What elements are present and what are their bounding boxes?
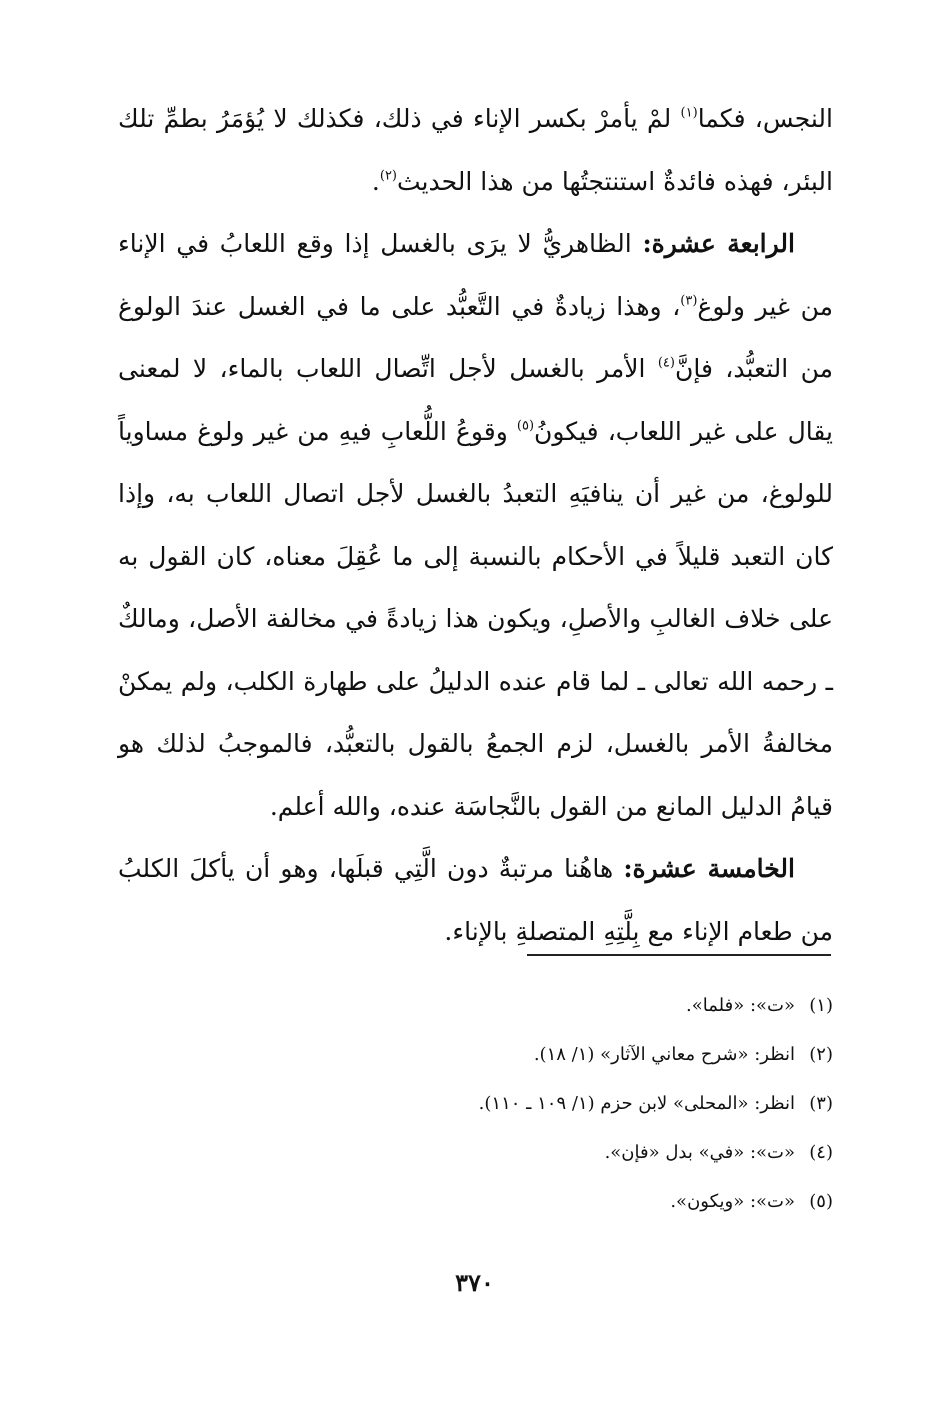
section-heading-15: الخامسة عشرة: bbox=[623, 854, 795, 883]
footnote-1 bbox=[118, 981, 833, 1030]
footnote-number: (١) bbox=[809, 995, 833, 1016]
footnote-text: «ت»: «فلما». bbox=[686, 995, 795, 1016]
text-run: هاهُنا مرتبةٌ دون الَّتِي قبلَها، وهو أن يأكلَ الكلبُ من طعام الإناء مع بِلَّتِهِ المتصلةِ بالإناء. bbox=[118, 854, 833, 946]
text-run: ، وهذا زيادةٌ في التَّعبُّد على ما في الغسل عندَ الولوغ من التعبُّد، فإنَّ bbox=[118, 291, 833, 383]
section-heading-14: الرابعة عشرة: bbox=[642, 229, 795, 258]
text-run: لمْ يأمرْ بكسر الإناء في ذلك، فكذلك لا يُؤمَرُ بطمِّ تلك البئر، فهذه فائدةٌ استنتجتُها من هذا الحديث bbox=[118, 104, 833, 196]
footnote-number: (٥) bbox=[809, 1191, 833, 1212]
main-text bbox=[118, 88, 833, 963]
footnote-number: (٣) bbox=[809, 1093, 833, 1114]
footnote-number: (٤) bbox=[809, 1142, 833, 1163]
paragraph-2 bbox=[118, 213, 833, 838]
footnote-2 bbox=[118, 1030, 833, 1079]
footnote-text: «ت»: «في» بدل «فإن». bbox=[604, 1142, 795, 1163]
footnotes bbox=[118, 981, 833, 1226]
paragraph-1 bbox=[118, 88, 833, 213]
text-run: . bbox=[371, 166, 380, 196]
footnote-text: انظر: «شرح معاني الآثار» (١/ ١٨). bbox=[533, 1044, 795, 1065]
footnote-ref-2[interactable]: (٢) bbox=[379, 168, 397, 184]
text-run: الأمر بالغسل لأجل اتِّصال اللعاب بالماء، لا لمعنى يقال على غير اللعاب، فيكونُ bbox=[118, 354, 833, 446]
footnote-text: «ت»: «ويكون». bbox=[670, 1191, 795, 1212]
footnote-text: انظر: «المحلى» لابن حزم (١/ ١٠٩ ـ ١١٠). bbox=[478, 1093, 795, 1114]
paragraph-3 bbox=[118, 838, 833, 963]
page-number: ٣٧٠ bbox=[455, 1268, 494, 1297]
footnote-separator bbox=[527, 954, 831, 956]
footnote-ref-3[interactable]: (٣) bbox=[680, 293, 698, 309]
footnote-ref-4[interactable]: (٤) bbox=[657, 355, 675, 371]
text-run: وقوعُ اللُّعابِ فيهِ من غير ولوغ مساوياً للولوغ، من غير أن ينافيَهِ التعبدُ بالغسل لأجل اتصال اللعاب به، وإذا كان التعبد قليلاً في الأحكام بالنسبة إلى ما عُقِلَ معناه، كان القول به على خلاف الغالبِ والأصلِ، ويكون هذا زيادةً في مخالفة الأصل، ومالكٌ ـ رحمه الله تعالى ـ لما قام عنده الدليلُ على طهارة الكلب، ولم يمكنْ مخالفةُ الأمر بالغسل، لزم الجمعُ بالقول بالتعبُّد، فالموجبُ لذلك هو قيامُ الدليل المانع من القول بالنَّجاسَة عنده، والله أعلم. bbox=[118, 416, 833, 821]
footnote-ref-1[interactable]: (١) bbox=[680, 105, 698, 121]
footnote-number: (٢) bbox=[809, 1044, 833, 1065]
footnote-ref-5[interactable]: (٥) bbox=[516, 418, 535, 434]
text-run: الظاهريُّ لا يرَى بالغسل إذا وقع اللعابُ في الإناء من غير ولوغ bbox=[118, 229, 833, 321]
footnote-3 bbox=[118, 1079, 833, 1128]
footnote-4 bbox=[118, 1128, 833, 1177]
footnote-5 bbox=[118, 1177, 833, 1226]
text-run: النجس، فكما bbox=[697, 104, 833, 133]
